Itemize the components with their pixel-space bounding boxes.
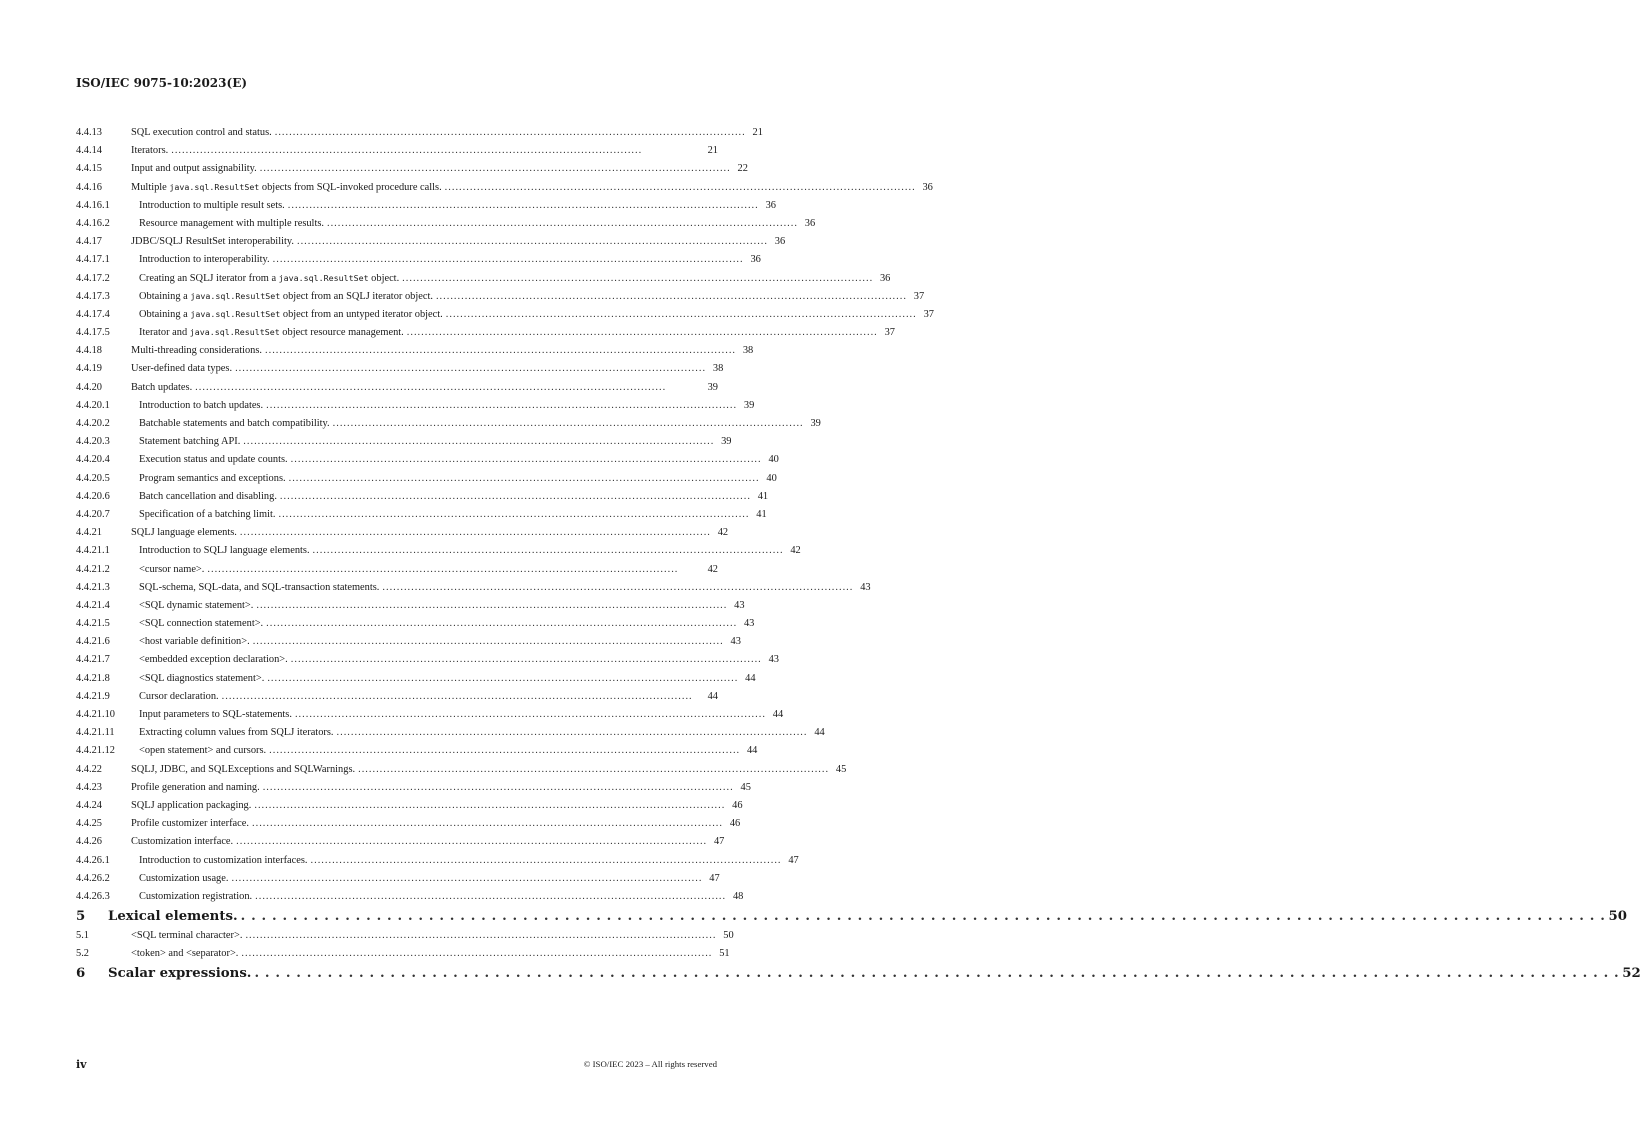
toc-entry[interactable] bbox=[76, 399, 755, 418]
toc-entry-title bbox=[131, 127, 272, 138]
toc-entry-number: 4.4.24 bbox=[76, 799, 102, 811]
toc-entry-title bbox=[139, 273, 399, 284]
toc-entry[interactable] bbox=[76, 490, 769, 509]
toc-entry-number: 4.4.17.5 bbox=[76, 327, 110, 339]
toc-dot-leader bbox=[243, 436, 712, 447]
toc-entry-number: 4.4.17.4 bbox=[76, 308, 110, 320]
toc-entry-page: 47 bbox=[709, 872, 720, 884]
toc-dot-leader bbox=[445, 182, 914, 193]
toc-entry-number: 4.4.20.5 bbox=[76, 472, 110, 484]
toc-entry-text-fragment: SQLJ application packaging. bbox=[131, 799, 252, 811]
toc-entry-number: 4.4.21.10 bbox=[76, 709, 115, 720]
toc-entry-text-fragment: Multi-threading considerations. bbox=[131, 345, 263, 357]
toc-entry-title bbox=[139, 254, 270, 265]
toc-entry-text-fragment: <open statement> and cursors. bbox=[139, 745, 267, 757]
toc-entry-page: 46 bbox=[732, 799, 743, 811]
toc-entry-text-fragment: Batchable statements and batch compatibility. bbox=[139, 418, 330, 429]
toc-entry-text-fragment: Cursor declaration. bbox=[139, 690, 219, 702]
toc-entry-text-fragment: Batch updates. bbox=[131, 381, 193, 393]
toc-dot-leader bbox=[337, 727, 806, 738]
toc-entry[interactable] bbox=[76, 564, 718, 582]
toc-dot-leader bbox=[291, 454, 760, 465]
toc-entry-title bbox=[139, 454, 288, 465]
toc-entry-text-fragment: Creating an SQLJ iterator from a bbox=[139, 272, 279, 284]
toc-entry-title bbox=[139, 545, 310, 556]
toc-entry-title bbox=[131, 345, 262, 356]
toc-entry[interactable] bbox=[76, 745, 758, 763]
toc-entry-page: 42 bbox=[790, 545, 801, 557]
toc-entry-title bbox=[108, 909, 238, 924]
toc-entry-code-fragment: java.sql.ResultSet bbox=[189, 327, 280, 338]
toc-entry-page: 43 bbox=[734, 599, 745, 611]
toc-entry-text-fragment: Customization usage. bbox=[139, 872, 229, 884]
toc-entry-text-fragment: <embedded exception declaration>. bbox=[139, 654, 288, 666]
toc-entry-title bbox=[131, 836, 233, 847]
toc-entry-code-fragment: java.sql.ResultSet bbox=[190, 290, 281, 301]
toc-entry-text-fragment: Customization interface. bbox=[131, 836, 234, 848]
table-of-contents bbox=[76, 127, 1641, 987]
toc-entry[interactable] bbox=[76, 145, 718, 163]
toc-dot-leader bbox=[327, 218, 796, 229]
toc-entry-page: 44 bbox=[745, 672, 756, 684]
toc-entry-number: 4.4.21.2 bbox=[76, 563, 110, 575]
toc-entry-title bbox=[139, 691, 219, 702]
toc-entry[interactable] bbox=[76, 581, 871, 600]
toc-entry-page: 39 bbox=[810, 418, 821, 429]
toc-entry[interactable] bbox=[76, 873, 718, 891]
toc-entry-number: 4.4.26.1 bbox=[76, 854, 110, 866]
toc-entry-page: 43 bbox=[768, 654, 779, 666]
toc-entry[interactable] bbox=[76, 890, 744, 909]
toc-dot-leader bbox=[245, 930, 714, 941]
toc-entry-page: 37 bbox=[884, 327, 895, 339]
toc-entry-number: 4.4.26.2 bbox=[76, 872, 110, 884]
toc-entry-text-fragment: object resource management. bbox=[279, 327, 404, 339]
toc-entry-number: 4.4.16.2 bbox=[76, 217, 110, 229]
toc-entry-title bbox=[139, 582, 379, 593]
toc-entry[interactable] bbox=[76, 947, 730, 966]
page-number: iv bbox=[76, 1058, 87, 1071]
toc-entry[interactable] bbox=[76, 382, 718, 400]
toc-dot-leader bbox=[446, 309, 915, 320]
toc-entry-number: 4.4.20.1 bbox=[76, 399, 110, 411]
toc-dot-leader bbox=[266, 618, 735, 629]
toc-dot-leader bbox=[235, 363, 704, 374]
toc-entry[interactable] bbox=[76, 290, 925, 309]
copyright-notice: © ISO/IEC 2023 – All rights reserved bbox=[583, 1059, 717, 1069]
toc-entry-code-fragment: java.sql.ResultSet bbox=[190, 308, 281, 319]
toc-entry-title bbox=[131, 382, 192, 393]
toc-entry[interactable] bbox=[76, 436, 732, 454]
toc-entry-page: 36 bbox=[765, 199, 776, 211]
toc-entry-text-fragment: <SQL terminal character>. bbox=[131, 929, 243, 941]
toc-entry-title bbox=[131, 800, 251, 811]
toc-entry-text-fragment: Scalar expressions. bbox=[108, 966, 252, 982]
toc-entry-number: 4.4.21.9 bbox=[76, 690, 110, 702]
toc-entry-number: 4.4.16.1 bbox=[76, 199, 110, 211]
toc-entry-number: 4.4.21.12 bbox=[76, 745, 115, 757]
toc-entry-number: 4.4.14 bbox=[76, 145, 102, 157]
toc-entry[interactable] bbox=[76, 199, 776, 218]
toc-entry-title bbox=[139, 727, 334, 738]
toc-entry[interactable] bbox=[76, 236, 786, 254]
toc-entry-page: 37 bbox=[923, 308, 934, 320]
toc-entry-page: 46 bbox=[729, 818, 741, 830]
toc-entry-number: 4.4.25 bbox=[76, 818, 102, 830]
toc-entry-page: 22 bbox=[737, 163, 748, 175]
toc-entry-number: 4.4.21.5 bbox=[76, 618, 110, 630]
toc-entry-page: 38 bbox=[742, 345, 754, 357]
toc-entry-number: 4.4.16 bbox=[76, 181, 102, 193]
toc-entry-title bbox=[139, 218, 324, 229]
toc-dot-leader bbox=[207, 564, 699, 575]
toc-entry[interactable] bbox=[76, 508, 767, 527]
toc-entry-title bbox=[139, 327, 404, 338]
toc-entry-page: 44 bbox=[814, 727, 825, 739]
toc-entry-title bbox=[139, 200, 285, 211]
toc-dot-leader bbox=[236, 836, 705, 847]
toc-dot-leader bbox=[278, 509, 747, 520]
toc-dot-leader bbox=[289, 473, 758, 484]
toc-entry-page: 52 bbox=[1622, 966, 1641, 982]
toc-entry-code-fragment: java.sql.ResultSet bbox=[278, 272, 369, 283]
toc-entry-text-fragment: SQL execution control and status. bbox=[131, 127, 272, 138]
toc-entry-page: 39 bbox=[721, 436, 732, 448]
toc-dot-leader bbox=[382, 582, 851, 593]
toc-entry-number: 4.4.17 bbox=[76, 236, 102, 248]
toc-dot-leader bbox=[241, 909, 1606, 924]
toc-entry-page: 44 bbox=[707, 690, 718, 702]
toc-entry-number: 4.4.21 bbox=[76, 527, 102, 539]
toc-entry-text-fragment: Specification of a batching limit. bbox=[139, 508, 276, 520]
toc-entry[interactable] bbox=[76, 636, 741, 654]
toc-dot-leader bbox=[171, 145, 699, 156]
toc-entry-page: 47 bbox=[788, 854, 799, 866]
toc-entry-text-fragment: Customization registration. bbox=[139, 890, 253, 902]
toc-entry-number: 4.4.22 bbox=[76, 763, 102, 775]
toc-entry-text-fragment: object. bbox=[368, 272, 400, 284]
toc-dot-leader bbox=[256, 600, 725, 611]
toc-entry-text-fragment: <SQL dynamic statement>. bbox=[139, 599, 254, 611]
toc-entry[interactable] bbox=[76, 345, 754, 363]
toc-entry[interactable] bbox=[76, 527, 729, 545]
toc-entry-number: 4.4.21.1 bbox=[76, 545, 110, 557]
toc-entry-page: 43 bbox=[730, 636, 741, 648]
toc-entry-title bbox=[139, 509, 275, 520]
toc-dot-leader bbox=[275, 127, 744, 138]
toc-entry-number: 4.4.20.3 bbox=[76, 436, 110, 448]
toc-dot-leader bbox=[358, 764, 827, 775]
toc-entry-title bbox=[139, 564, 204, 575]
toc-entry-page: 36 bbox=[774, 236, 786, 248]
toc-entry-number: 4.4.21.4 bbox=[76, 599, 110, 611]
toc-entry-page: 50 bbox=[723, 929, 734, 941]
toc-entry-title bbox=[139, 400, 263, 411]
toc-entry-title bbox=[131, 930, 242, 941]
toc-entry-text-fragment: Extracting column values from SQLJ iterators. bbox=[139, 727, 334, 739]
toc-entry-text-fragment: Input and output assignability. bbox=[131, 163, 257, 175]
toc-entry-text-fragment: Introduction to SQLJ language elements. bbox=[139, 545, 310, 557]
toc-entry-text-fragment: Lexical elements. bbox=[108, 909, 238, 925]
toc-entry-text-fragment: Introduction to customization interfaces. bbox=[139, 854, 308, 866]
toc-dot-leader bbox=[273, 254, 742, 265]
toc-entry[interactable] bbox=[76, 545, 801, 563]
toc-dot-leader bbox=[311, 855, 780, 866]
toc-entry-text-fragment: Execution status and update counts. bbox=[139, 454, 288, 466]
toc-entry[interactable] bbox=[76, 418, 821, 436]
toc-entry-title bbox=[139, 636, 250, 647]
toc-entry-title bbox=[139, 491, 277, 502]
toc-entry-title bbox=[139, 618, 263, 629]
toc-entry-title bbox=[139, 418, 330, 429]
toc-entry[interactable] bbox=[76, 363, 724, 381]
toc-entry-text-fragment: Profile customizer interface. bbox=[131, 818, 249, 830]
toc-entry-title bbox=[139, 291, 433, 302]
toc-entry-page: 44 bbox=[772, 709, 784, 720]
toc-entry-title bbox=[131, 818, 249, 829]
toc-entry-title bbox=[139, 473, 286, 484]
toc-entry[interactable] bbox=[76, 254, 761, 272]
toc-dot-leader bbox=[263, 782, 732, 793]
toc-entry-title bbox=[139, 673, 264, 684]
toc-dot-leader bbox=[269, 745, 738, 756]
toc-clause-entry[interactable] bbox=[76, 909, 1627, 930]
toc-entry-title bbox=[139, 891, 252, 902]
toc-entry-number: 4.4.15 bbox=[76, 163, 102, 175]
toc-entry-text-fragment: Statement batching API. bbox=[139, 436, 241, 448]
toc-entry[interactable] bbox=[76, 454, 779, 472]
toc-dot-leader bbox=[195, 382, 699, 393]
toc-entry-page: 45 bbox=[740, 781, 751, 793]
toc-dot-leader bbox=[241, 948, 710, 959]
toc-dot-leader bbox=[240, 527, 709, 538]
toc-entry-number: 4.4.23 bbox=[76, 781, 102, 793]
toc-entry-text-fragment: <host variable definition>. bbox=[139, 636, 250, 648]
toc-dot-leader bbox=[407, 327, 876, 338]
toc-entry-number: 4.4.20.6 bbox=[76, 490, 110, 502]
toc-entry-text-fragment: Input parameters to SQL-statements. bbox=[139, 709, 292, 720]
document-id-header: ISO/IEC 9075-10:2023(E) bbox=[76, 76, 248, 90]
toc-entry-title bbox=[131, 948, 238, 959]
toc-entry-page: 51 bbox=[719, 947, 730, 959]
toc-entry-number: 4.4.19 bbox=[76, 363, 102, 375]
toc-entry-title bbox=[131, 527, 237, 538]
toc-entry-title bbox=[131, 145, 168, 156]
toc-entry-text-fragment: Multiple bbox=[131, 181, 170, 193]
toc-dot-leader bbox=[252, 818, 721, 829]
toc-entry-number: 4.4.13 bbox=[76, 127, 102, 138]
toc-entry-number: 4.4.26.3 bbox=[76, 890, 110, 902]
toc-entry[interactable] bbox=[76, 799, 743, 818]
toc-dot-leader bbox=[313, 545, 782, 556]
toc-entry-page: 44 bbox=[746, 745, 758, 757]
toc-entry-code-fragment: java.sql.ResultSet bbox=[169, 181, 260, 192]
toc-entry[interactable] bbox=[76, 836, 725, 854]
toc-entry-page: 37 bbox=[913, 290, 925, 302]
toc-entry[interactable] bbox=[76, 327, 895, 345]
toc-entry-page: 21 bbox=[752, 127, 763, 138]
toc-entry-text-fragment: User-defined data types. bbox=[131, 363, 233, 375]
toc-entry-title bbox=[131, 182, 442, 193]
toc-entry-number: 4.4.21.8 bbox=[76, 672, 110, 684]
toc-entry-title bbox=[131, 764, 355, 775]
toc-dot-leader bbox=[254, 800, 723, 811]
toc-entry-title bbox=[108, 966, 251, 981]
toc-entry-title bbox=[139, 855, 308, 866]
toc-entry-page: 40 bbox=[768, 454, 779, 466]
toc-entry-page: 42 bbox=[717, 527, 729, 539]
toc-entry[interactable] bbox=[76, 654, 779, 672]
toc-clause-entry[interactable] bbox=[76, 966, 1641, 987]
toc-entry[interactable] bbox=[76, 709, 784, 727]
toc-entry-page: 42 bbox=[707, 563, 718, 575]
toc-entry-page: 43 bbox=[860, 581, 871, 593]
toc-entry-number: 6 bbox=[76, 966, 86, 982]
toc-entry-number: 4.4.21.3 bbox=[76, 581, 110, 593]
toc-entry-text-fragment: <token> and <separator>. bbox=[131, 947, 239, 959]
toc-entry-number: 5.1 bbox=[76, 929, 89, 941]
toc-entry[interactable] bbox=[76, 618, 755, 636]
toc-entry-number: 4.4.20.7 bbox=[76, 508, 110, 520]
toc-entry-text-fragment: Profile generation and naming. bbox=[131, 781, 260, 793]
toc-dot-leader bbox=[254, 966, 1619, 981]
toc-dot-leader bbox=[333, 418, 802, 429]
toc-entry-number: 4.4.20.2 bbox=[76, 418, 110, 429]
toc-entry-text-fragment: SQL-schema, SQL-data, and SQL-transaction statements. bbox=[139, 581, 380, 593]
toc-dot-leader bbox=[291, 654, 760, 665]
toc-entry-text-fragment: Obtaining a bbox=[139, 308, 191, 320]
toc-entry-page: 47 bbox=[713, 836, 725, 848]
toc-entry[interactable] bbox=[76, 163, 748, 181]
toc-entry-title bbox=[139, 654, 288, 665]
toc-entry-page: 38 bbox=[712, 363, 724, 375]
toc-entry-page: 36 bbox=[804, 217, 816, 229]
toc-entry-title bbox=[131, 236, 294, 247]
toc-dot-leader bbox=[436, 291, 905, 302]
toc-entry-number: 4.4.26 bbox=[76, 836, 102, 848]
toc-entry-number: 4.4.17.1 bbox=[76, 254, 110, 266]
toc-entry[interactable] bbox=[76, 781, 751, 800]
toc-entry-number: 4.4.18 bbox=[76, 345, 102, 357]
toc-entry-text-fragment: Iterators. bbox=[131, 145, 169, 157]
toc-entry-text-fragment: object from an SQLJ iterator object. bbox=[280, 290, 433, 302]
toc-entry[interactable] bbox=[76, 929, 734, 948]
toc-dot-leader bbox=[265, 345, 734, 356]
toc-entry-text-fragment: Program semantics and exceptions. bbox=[139, 472, 286, 484]
toc-entry-text-fragment: SQLJ language elements. bbox=[131, 527, 237, 539]
toc-entry-page: 40 bbox=[766, 472, 777, 484]
toc-entry-title bbox=[131, 782, 260, 793]
toc-entry-number: 4.4.21.7 bbox=[76, 654, 110, 666]
toc-entry-text-fragment: object from an untyped iterator object. bbox=[280, 308, 443, 320]
toc-entry-text-fragment: Introduction to interoperability. bbox=[139, 254, 270, 266]
toc-entry-text-fragment: <cursor name>. bbox=[139, 563, 205, 575]
toc-entry[interactable] bbox=[76, 308, 934, 327]
toc-entry-number: 4.4.20.4 bbox=[76, 454, 110, 466]
toc-entry-page: 48 bbox=[732, 890, 744, 902]
toc-entry-page: 39 bbox=[707, 381, 718, 393]
toc-dot-leader bbox=[222, 691, 699, 702]
toc-entry-page: 39 bbox=[743, 399, 755, 411]
toc-entry-number: 4.4.20 bbox=[76, 381, 102, 393]
toc-dot-leader bbox=[288, 200, 757, 211]
toc-dot-leader bbox=[231, 873, 700, 884]
toc-entry-title bbox=[139, 436, 240, 447]
toc-entry-title bbox=[139, 600, 253, 611]
toc-dot-leader bbox=[253, 636, 722, 647]
toc-entry-number: 4.4.21.6 bbox=[76, 636, 110, 648]
toc-entry-page: 36 bbox=[750, 254, 761, 266]
toc-entry-page: 43 bbox=[743, 618, 755, 630]
toc-entry[interactable] bbox=[76, 272, 891, 291]
toc-entry[interactable] bbox=[76, 599, 745, 618]
toc-entry[interactable] bbox=[76, 672, 756, 691]
toc-dot-leader bbox=[280, 491, 749, 502]
toc-entry-page: 45 bbox=[835, 763, 847, 775]
toc-entry[interactable] bbox=[76, 217, 816, 236]
toc-entry-text-fragment: Resource management with multiple results. bbox=[139, 217, 324, 229]
toc-entry-text-fragment: Obtaining a bbox=[139, 290, 191, 302]
toc-entry[interactable] bbox=[76, 127, 763, 145]
toc-entry-page: 21 bbox=[707, 145, 718, 157]
toc-entry-page: 41 bbox=[756, 508, 767, 520]
toc-entry[interactable] bbox=[76, 472, 777, 491]
toc-entry-title bbox=[139, 745, 266, 756]
toc-entry-title bbox=[139, 709, 292, 720]
toc-entry-number: 4.4.17.3 bbox=[76, 290, 110, 302]
toc-entry-text-fragment: <SQL diagnostics statement>. bbox=[139, 672, 265, 684]
toc-entry[interactable] bbox=[76, 763, 847, 782]
toc-entry[interactable] bbox=[76, 818, 741, 836]
toc-entry-text-fragment: Introduction to batch updates. bbox=[139, 399, 264, 411]
toc-dot-leader bbox=[255, 891, 724, 902]
toc-dot-leader bbox=[295, 709, 764, 720]
toc-entry-title bbox=[139, 873, 228, 884]
toc-entry[interactable] bbox=[76, 727, 825, 745]
toc-entry-number: 5.2 bbox=[76, 947, 89, 959]
toc-entry-number: 4.4.21.11 bbox=[76, 727, 115, 739]
toc-entry-page: 36 bbox=[922, 181, 933, 193]
toc-entry-text-fragment: <SQL connection statement>. bbox=[139, 618, 264, 630]
toc-entry-text-fragment: objects from SQL-invoked procedure calls. bbox=[259, 181, 442, 193]
toc-entry-text-fragment: Introduction to multiple result sets. bbox=[139, 199, 285, 211]
toc-entry-text-fragment: Iterator and bbox=[139, 327, 190, 339]
toc-entry[interactable] bbox=[76, 691, 718, 709]
toc-dot-leader bbox=[402, 273, 871, 284]
toc-entry-number: 4.4.17.2 bbox=[76, 272, 110, 284]
toc-entry-text-fragment: SQLJ, JDBC, and SQLExceptions and SQLWarnings. bbox=[131, 763, 356, 775]
toc-entry-page: 41 bbox=[757, 490, 769, 502]
toc-entry[interactable] bbox=[76, 854, 799, 873]
toc-entry[interactable] bbox=[76, 181, 933, 200]
toc-entry-title bbox=[131, 163, 257, 174]
toc-entry-number: 5 bbox=[76, 909, 86, 925]
toc-entry-title bbox=[131, 363, 232, 374]
toc-entry-title bbox=[139, 309, 443, 320]
toc-entry-text-fragment: Batch cancellation and disabling. bbox=[139, 490, 277, 502]
toc-entry-text-fragment: JDBC/SQLJ ResultSet interoperability. bbox=[131, 236, 294, 248]
toc-dot-leader bbox=[260, 163, 729, 174]
toc-entry-page: 36 bbox=[879, 272, 891, 284]
toc-dot-leader bbox=[297, 236, 766, 247]
toc-dot-leader bbox=[266, 400, 735, 411]
toc-entry-page: 50 bbox=[1608, 909, 1627, 925]
toc-dot-leader bbox=[267, 673, 736, 684]
